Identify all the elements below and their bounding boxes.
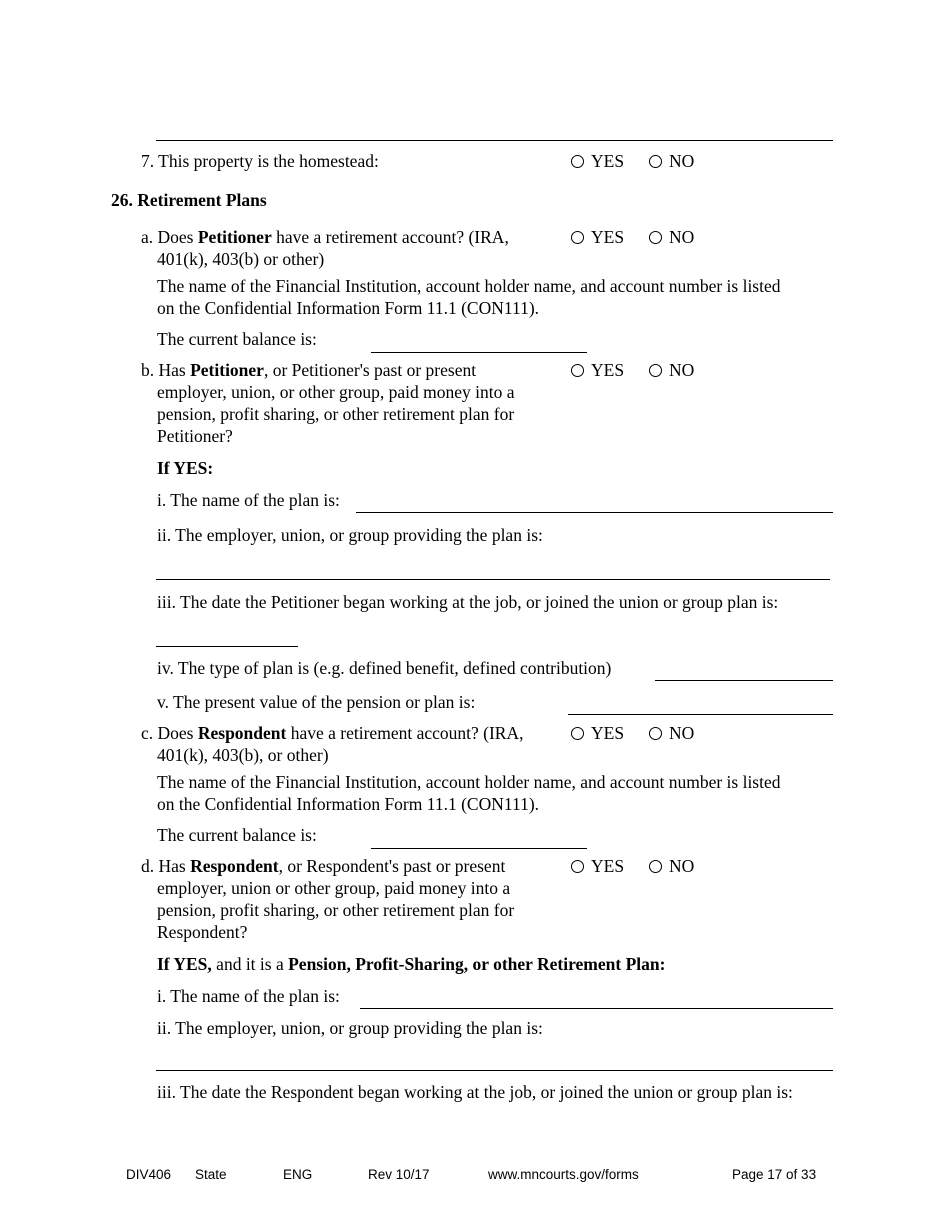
question-b-line2: employer, union, or other group, paid money into a [157, 382, 515, 402]
question-b-no-radio[interactable]: NO [649, 359, 694, 381]
footer-form-id: DIV406 [126, 1167, 172, 1182]
question-b-plan-type-label: iv. The type of plan is (e.g. defined benefit, defined contribution) [157, 658, 612, 678]
question-b-employer-field[interactable] [156, 579, 830, 580]
question-a-info-line2: on the Confidential Information Form 11.1 (CON111). [157, 298, 540, 318]
footer-revision: Rev 10/17 [368, 1167, 430, 1182]
question-b-present-value-field[interactable] [568, 714, 833, 715]
homestead-no-radio[interactable]: NO [649, 150, 694, 172]
question-a-no-radio[interactable]: NO [649, 226, 694, 248]
footer-page-number: Page 17 of 33 [732, 1167, 817, 1182]
question-c-balance-field[interactable] [371, 848, 587, 849]
question-d-plan-name-field[interactable] [360, 1008, 833, 1009]
radio-circle-icon [649, 727, 662, 740]
question-a-info-line1: The name of the Financial Institution, account holder name, and account number is listed [157, 276, 781, 296]
question-d-employer-label: ii. The employer, union, or group providing the plan is: [157, 1018, 543, 1038]
footer-state: State [195, 1167, 227, 1182]
question-b-plan-name-field[interactable] [356, 512, 833, 513]
section-title: 26. Retirement Plans [111, 190, 267, 210]
question-c-line2: 401(k), 403(b), or other) [157, 745, 329, 765]
radio-circle-icon [571, 860, 584, 873]
question-a-balance-field[interactable] [371, 352, 587, 353]
radio-circle-icon [571, 155, 584, 168]
question-b-yes-radio[interactable]: YES [571, 359, 624, 381]
radio-circle-icon [649, 155, 662, 168]
question-d-plan-name-label: i. The name of the plan is: [157, 986, 340, 1006]
question-c-info-line1: The name of the Financial Institution, account holder name, and account number is listed [157, 772, 781, 792]
question-b-if-yes: If YES: [157, 458, 214, 478]
question-b-plan-type-field[interactable] [655, 680, 833, 681]
question-d-yes-radio[interactable]: YES [571, 855, 624, 877]
question-d-if-yes: If YES, and it is a Pension, Profit-Sharing, or other Retirement Plan: [157, 954, 666, 974]
question-a-line1: a. Does Petitioner have a retirement account? (IRA, [141, 227, 509, 247]
question-d-line1: d. Has Respondent, or Respondent's past or present [141, 856, 506, 876]
radio-circle-icon [571, 364, 584, 377]
question-d-date-label: iii. The date the Respondent began working at the job, or joined the union or group plan is: [157, 1082, 793, 1102]
question-b-present-value-label: v. The present value of the pension or plan is: [157, 692, 476, 712]
question-a-line2: 401(k), 403(b) or other) [157, 249, 325, 269]
radio-circle-icon [649, 231, 662, 244]
question-a-balance-label: The current balance is: [157, 329, 317, 349]
field-underline-previous[interactable] [156, 140, 833, 141]
radio-circle-icon [649, 860, 662, 873]
question-b-date-label: iii. The date the Petitioner began working at the job, or joined the union or group plan is: [157, 592, 779, 612]
radio-circle-icon [649, 364, 662, 377]
question-d-line4: Respondent? [157, 922, 248, 942]
question-b-employer-label: ii. The employer, union, or group providing the plan is: [157, 525, 543, 545]
question-c-yes-radio[interactable]: YES [571, 722, 624, 744]
question-b-line4: Petitioner? [157, 426, 233, 446]
homestead-question: 7. This property is the homestead: [141, 151, 379, 171]
question-b-plan-name-label: i. The name of the plan is: [157, 490, 340, 510]
question-b-line3: pension, profit sharing, or other retirement plan for [157, 404, 515, 424]
question-d-line3: pension, profit sharing, or other retirement plan for [157, 900, 515, 920]
question-c-line1: c. Does Respondent have a retirement account? (IRA, [141, 723, 524, 743]
question-d-no-radio[interactable]: NO [649, 855, 694, 877]
homestead-yes-radio[interactable]: YES [571, 150, 624, 172]
footer-url[interactable]: www.mncourts.gov/forms [488, 1167, 639, 1182]
question-b-line1: b. Has Petitioner, or Petitioner's past or present [141, 360, 477, 380]
question-d-line2: employer, union or other group, paid money into a [157, 878, 511, 898]
question-c-balance-label: The current balance is: [157, 825, 317, 845]
question-c-no-radio[interactable]: NO [649, 722, 694, 744]
question-c-info-line2: on the Confidential Information Form 11.1 (CON111). [157, 794, 540, 814]
radio-circle-icon [571, 727, 584, 740]
question-d-employer-field[interactable] [156, 1070, 833, 1071]
footer-language: ENG [283, 1167, 313, 1182]
question-a-yes-radio[interactable]: YES [571, 226, 624, 248]
question-b-date-field[interactable] [156, 646, 298, 647]
radio-circle-icon [571, 231, 584, 244]
